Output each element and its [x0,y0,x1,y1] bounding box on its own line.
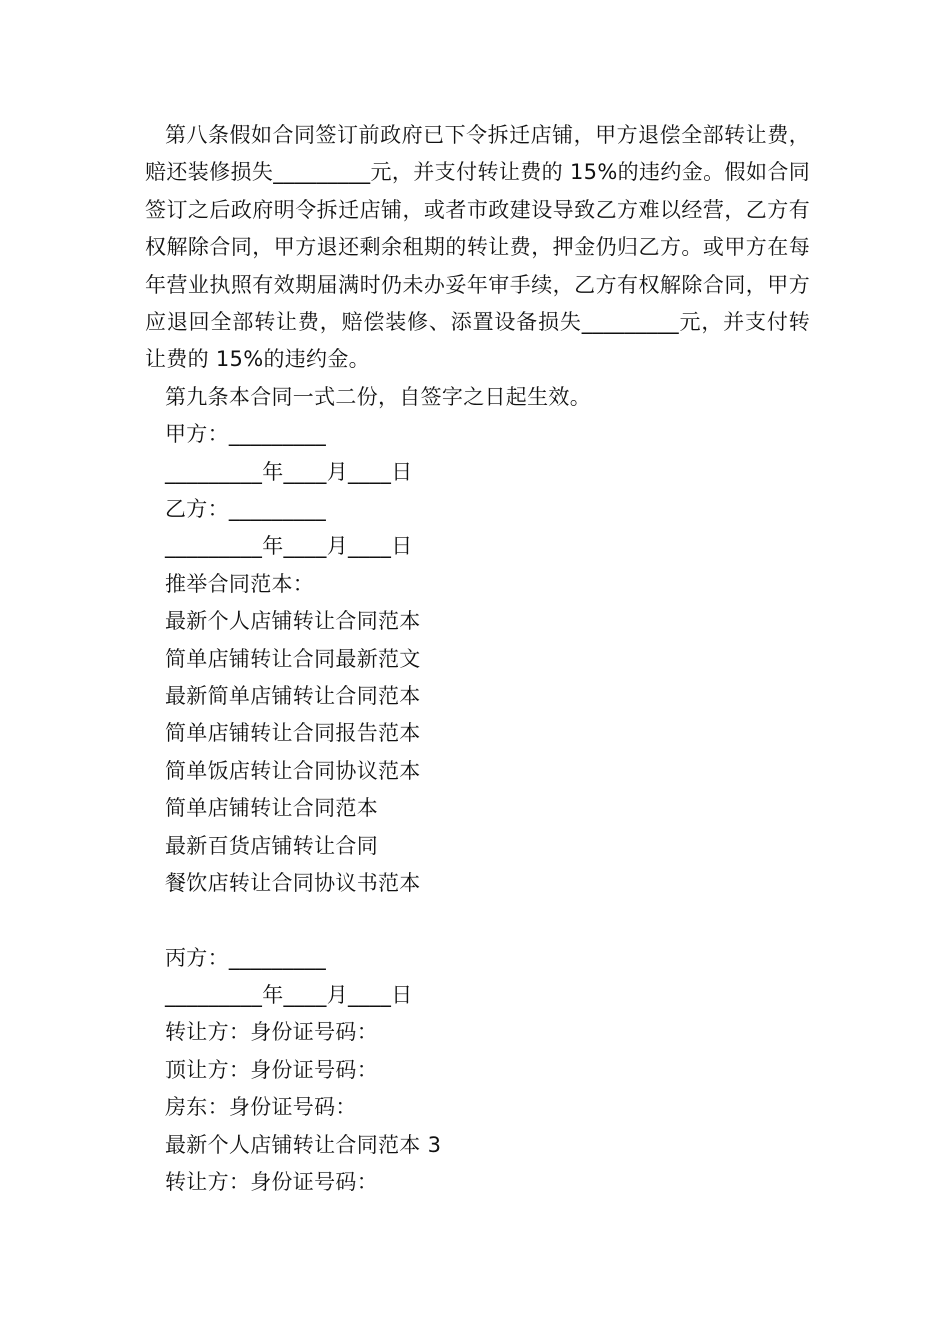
party-c-signature-line: 丙方：_________ [165,945,327,970]
article-9-line: 第九条本合同一式二份，自签字之日起生效。 [165,384,591,409]
party-a-signature-line: 甲方：_________ [165,422,327,447]
recommend-item: 最新百货店铺转让合同 [165,833,378,858]
transferee-id-line: 顶让方：身份证号码： [165,1057,378,1082]
recommend-item: 餐饮店转让合同协议书范本 [165,870,421,895]
party-a-date-line: _________年____月____日 [165,459,413,484]
party-b-date-line: _________年____月____日 [165,534,413,559]
recommend-item: 最新个人店铺转让合同范本 [165,609,421,634]
recommend-item: 最新简单店铺转让合同范本 [165,683,421,708]
transferor-id-line-2: 转让方：身份证号码： [165,1170,378,1195]
template-3-title: 最新个人店铺转让合同范本 3 [165,1132,442,1157]
document-body [145,117,810,1201]
article-8-paragraph: 第八条假如合同签订前政府已下令拆迁店铺，甲方退偿全部转让费，赔还装修损失_________元，并支付转让费的 15%的违约金。假如合同签订之后政府明令拆迁店铺，或者市政建设导致乙方难以经营，乙方有权解除合同，甲方退还剩余租期的转让费，押金仍归乙方。或甲方在每年营业执照有效期届满时仍未办妥年审手续，乙方有权解除合同，甲方应退回全部转让费，赔偿装修、添置设备损失_________元，并支付转让费的 15%的违约金。 [145,123,810,372]
recommend-item: 简单店铺转让合同最新范文 [165,646,421,671]
party-c-date-line: _________年____月____日 [165,983,413,1008]
recommend-item: 简单店铺转让合同范本 [165,796,378,821]
recommend-item: 简单饭店转让合同协议范本 [165,758,421,783]
landlord-id-line: 房东：身份证号码： [165,1095,357,1120]
recommend-heading: 推举合同范本： [165,571,315,596]
transferor-id-line: 转让方：身份证号码： [165,1020,378,1045]
party-b-signature-line: 乙方：_________ [165,497,327,522]
blank-spacer [145,902,810,939]
recommend-item: 简单店铺转让合同报告范本 [165,721,421,746]
